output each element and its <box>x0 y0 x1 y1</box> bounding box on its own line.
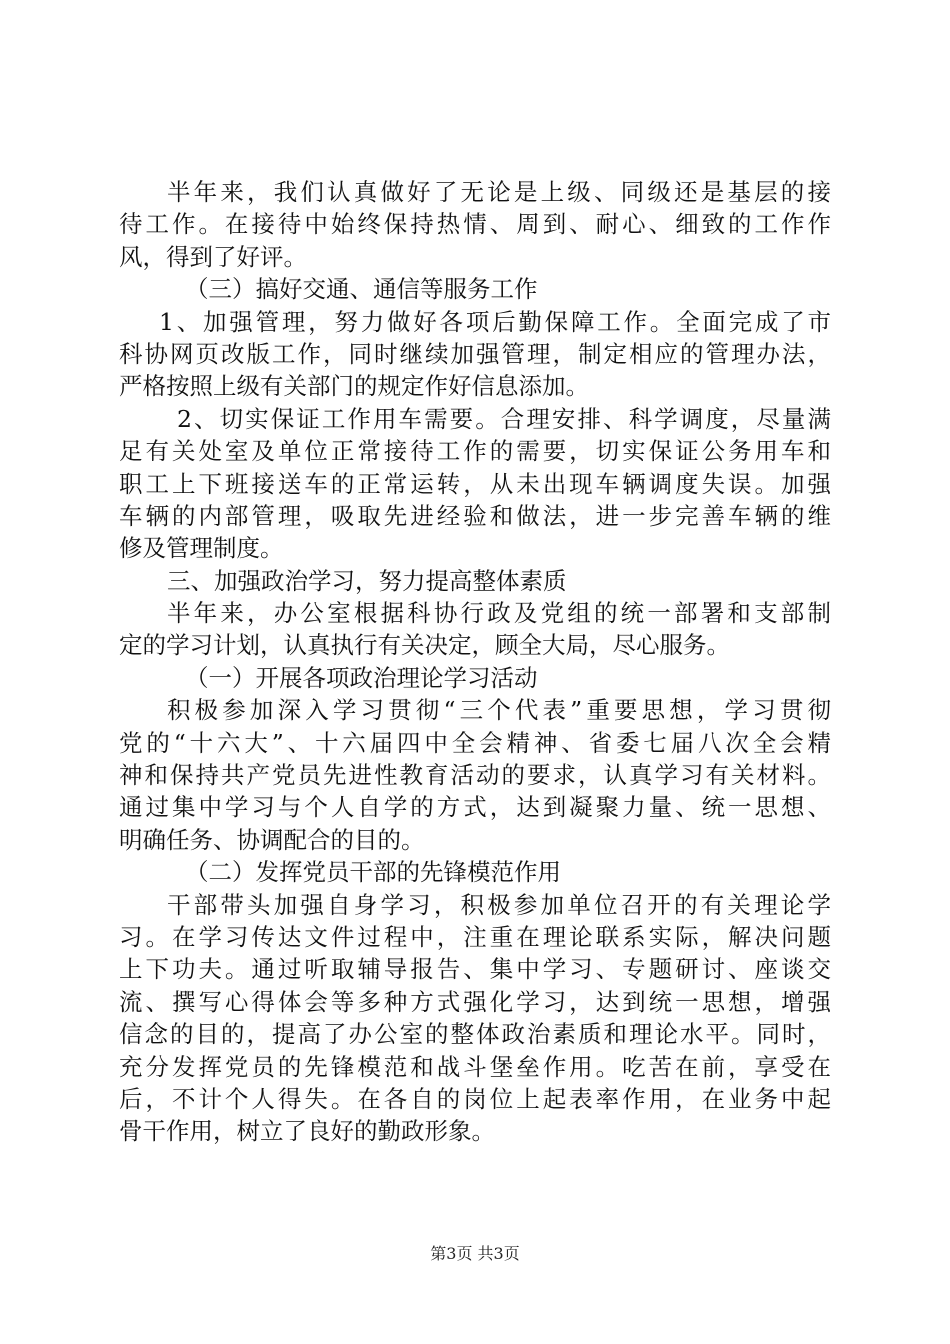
paragraph-line: 风，得到了好评。 <box>119 242 307 271</box>
paragraph-line: 上下功夫。通过听取辅导报告、集中学习、专题研讨、座谈交 <box>119 955 831 984</box>
paragraph-line: 通过集中学习与个人自学的方式，达到凝聚力量、统一思想、 <box>119 793 831 822</box>
paragraph-line: 2、切实保证工作用车需要。合理安排、科学调度，尽量满 <box>177 404 831 433</box>
paragraph-line: 骨干作用，树立了良好的勤政形象。 <box>119 1117 495 1146</box>
section-heading: （二）发挥党员干部的先锋模范作用 <box>185 858 561 887</box>
paragraph-line: 科协网页改版工作，同时继续加强管理，制定相应的管理办法， <box>119 339 831 368</box>
paragraph-line: 习。在学习传达文件过程中，注重在理论联系实际，解决问题 <box>119 922 831 951</box>
paragraph-line: 职工上下班接送车的正常运转，从未出现车辆调度失误。加强 <box>119 469 831 498</box>
paragraph-line: 待工作。在接待中始终保持热情、周到、耐心、细致的工作作 <box>119 210 831 239</box>
paragraph-line: 车辆的内部管理，吸取先进经验和做法，进一步完善车辆的维 <box>119 501 831 530</box>
section-heading: 三、加强政治学习，努力提高整体素质 <box>167 566 567 595</box>
paragraph-line: 足有关处室及单位正常接待工作的需要，切实保证公务用车和 <box>119 437 831 466</box>
paragraph-line: 修及管理制度。 <box>119 534 284 563</box>
paragraph-line: 党的“十六大”、十六届四中全会精神、省委七届八次全会精 <box>119 728 831 757</box>
paragraph-line: 神和保持共产党员先进性教育活动的要求，认真学习有关材料。 <box>119 761 831 790</box>
paragraph-line: 流、撰写心得体会等多种方式强化学习，达到统一思想，增强 <box>119 987 831 1016</box>
paragraph-line: 信念的目的，提高了办公室的整体政治素质和理论水平。同时， <box>119 1020 831 1049</box>
paragraph-line: 半年来，我们认真做好了无论是上级、同级还是基层的接 <box>167 178 831 206</box>
paragraph-line: 严格按照上级有关部门的规定作好信息添加。 <box>119 372 589 401</box>
paragraph-line: 定的学习计划，认真执行有关决定，顾全大局，尽心服务。 <box>119 631 730 660</box>
paragraph-line: 明确任务、协调配合的目的。 <box>119 825 425 854</box>
page-number-footer: 第3页 共3页 <box>430 1244 520 1263</box>
paragraph-line: 1、加强管理，努力做好各项后勤保障工作。全面完成了市 <box>159 307 831 336</box>
paragraph-line: 充分发挥党员的先锋模范和战斗堡垒作用。吃苦在前，享受在 <box>119 1052 831 1081</box>
paragraph-line: 干部带头加强自身学习，积极参加单位召开的有关理论学 <box>167 890 831 919</box>
section-heading: （一）开展各项政治理论学习活动 <box>185 663 538 692</box>
paragraph-line: 后，不计个人得失。在各自的岗位上起表率作用，在业务中起 <box>119 1084 831 1113</box>
document-body <box>119 176 831 1148</box>
paragraph-line: 积极参加深入学习贯彻“三个代表”重要思想，学习贯彻 <box>167 696 831 725</box>
section-heading: （三）搞好交通、通信等服务工作 <box>185 275 538 304</box>
paragraph-line: 半年来，办公室根据科协行政及党组的统一部署和支部制 <box>167 599 831 628</box>
